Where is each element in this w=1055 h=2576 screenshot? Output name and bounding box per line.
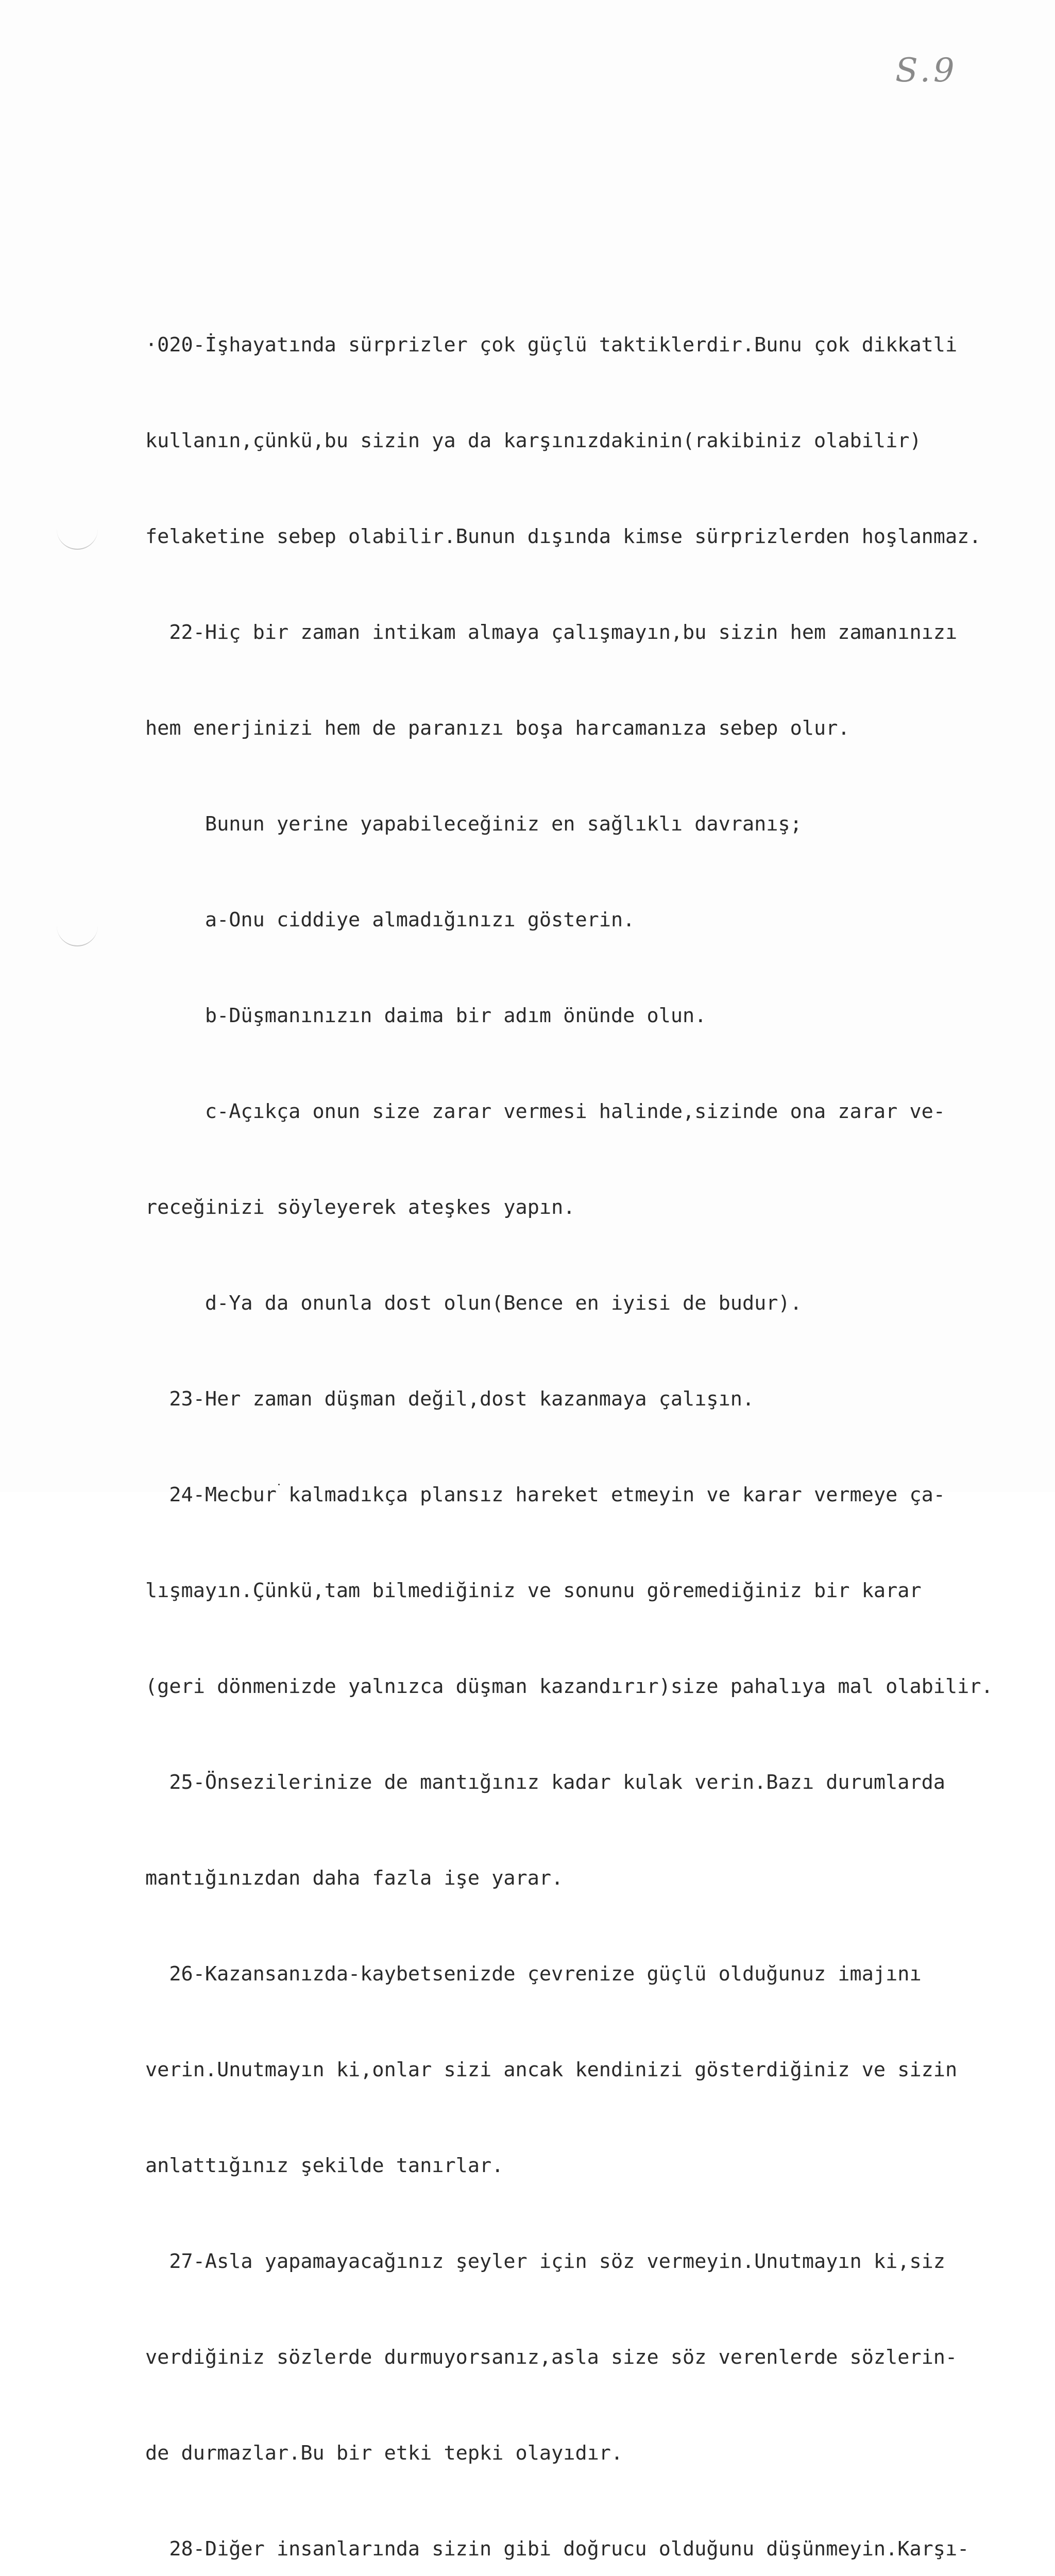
text-line: de durmazlar.Bu bir etki tepki olayıdır.: [145, 2442, 623, 2465]
text-line: verdiğiniz sözlerde durmuyorsanız,asla size söz verenlerde sözlerin-: [145, 2346, 958, 2369]
text-line: 27-Asla yapamayacağınız şeyler için söz vermeyin.Unutmayın ki,siz: [145, 2250, 945, 2273]
text-line: verin.Unutmayın ki,onlar sizi ancak kendinizi gösterdiğiniz ve sizin: [145, 2058, 958, 2081]
text-line: felaketine sebep olabilir.Bunun dışında kimse sürprizlerden hoşlanmaz.: [145, 525, 981, 548]
text-line: 28-Diğer insanlarında sizin gibi doğrucu olduğunu düşünmeyin.Karşı-: [145, 2537, 969, 2561]
text-line: b-Düşmanınızın daima bir adım önünde olun.: [145, 1004, 707, 1027]
text-line: 22-Hiç bir zaman intikam almaya çalışmayın,bu sizin hem zamanınızı: [145, 621, 958, 644]
text-line: ·020-İşhayatında sürprizler çok güçlü taktiklerdir.Bunu çok dikkatli: [145, 333, 958, 357]
text-line: 25-Önsezilerinize de mantığınız kadar kulak verin.Bazı durumlarda: [145, 1771, 945, 1794]
text-line: 24-Mecbur kalmadıkça plansız hareket etmeyin ve karar vermeye ça-: [145, 1483, 945, 1506]
text-line: d-Ya da onunla dost olun(Bence en iyisi de budur).: [145, 1292, 802, 1315]
text-line: 26-Kazansanızda-kaybetsenizde çevrenize güçlü olduğunuz imajını: [145, 1962, 922, 1986]
text-line: lışmayın.Çünkü,tam bilmediğiniz ve sonunu göremediğiniz bir karar: [145, 1579, 922, 1602]
text-line: hem enerjinizi hem de paranızı boşa harcamanıza sebep olur.: [145, 717, 850, 740]
text-line: c-Açıkça onun size zarar vermesi halinde,sizinde ona zarar ve-: [145, 1100, 945, 1123]
text-line: receğinizi söyleyerek ateşkes yapın.: [145, 1196, 575, 1219]
handwritten-page-number: S.9: [895, 52, 958, 90]
text-line: Bunun yerine yapabileceğiniz en sağlıklı davranış;: [145, 812, 802, 836]
punch-hole-mark: [57, 528, 98, 550]
typewritten-body: [145, 265, 1052, 2576]
text-line: (geri dönmenizde yalnızca düşman kazandırır)size pahalıya mal olabilir.: [145, 1675, 993, 1698]
text-line: kullanın,çünkü,bu sizin ya da karşınızdakinin(rakibiniz olabilir): [145, 429, 922, 452]
punch-hole-mark: [57, 925, 98, 946]
text-line: a-Onu ciddiye almadığınızı gösterin.: [145, 908, 635, 931]
text-line: anlattığınız şekilde tanırlar.: [145, 2154, 504, 2177]
text-line: mantığınızdan daha fazla işe yarar.: [145, 1867, 564, 1890]
text-line: 23-Her zaman düşman değil,dost kazanmaya çalışın.: [145, 1387, 755, 1411]
